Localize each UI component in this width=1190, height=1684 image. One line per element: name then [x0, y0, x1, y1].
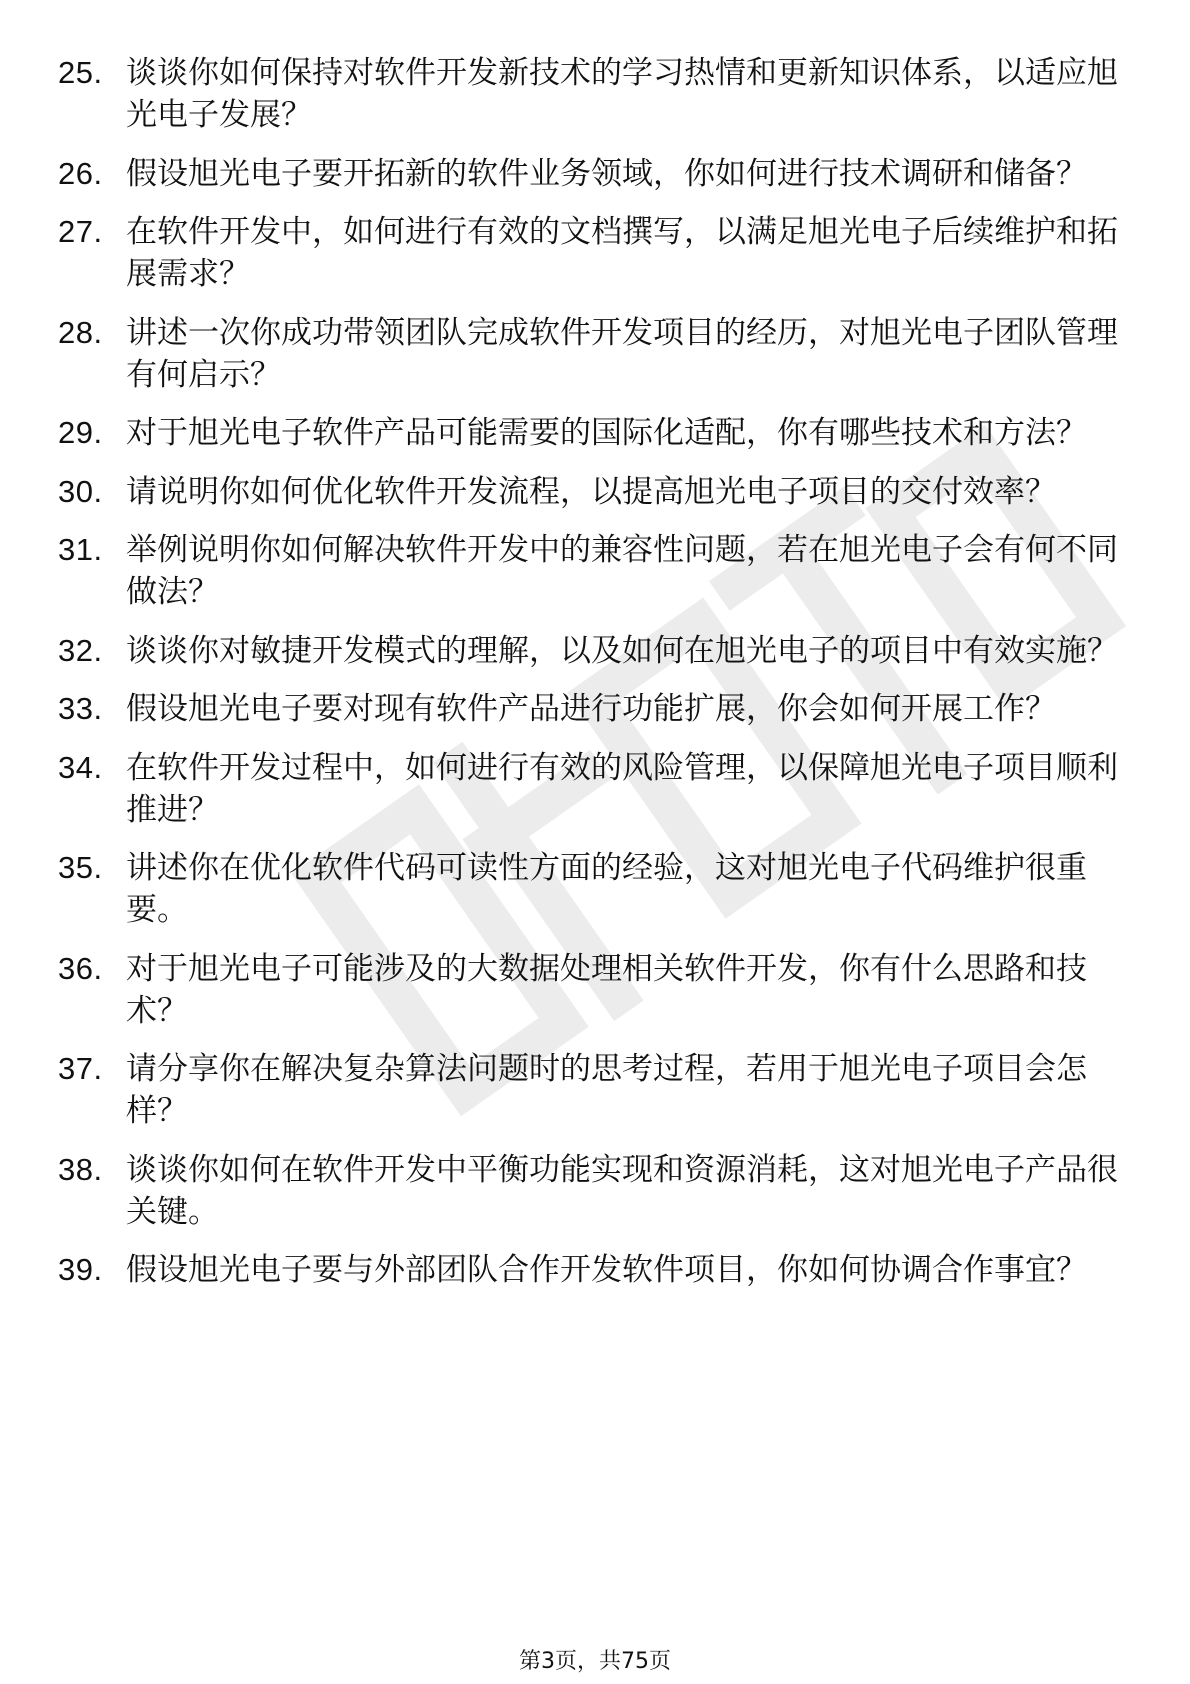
question-number: 26.	[58, 155, 103, 191]
list-item	[58, 211, 1118, 295]
list-item	[58, 471, 1118, 513]
list-item	[58, 529, 1118, 613]
question-text: 在软件开发中，如何进行有效的文档撰写，以满足旭光电子后续维护和拓展需求？	[126, 214, 1118, 292]
list-item	[58, 1048, 1118, 1132]
question-text: 假设旭光电子要对现有软件产品进行功能扩展，你会如何开展工作？	[126, 691, 1056, 727]
question-text: 谈谈你如何在软件开发中平衡功能实现和资源消耗，这对旭光电子产品很关键。	[126, 1151, 1118, 1230]
question-number: 35.	[58, 850, 103, 885]
question-number: 34.	[58, 749, 103, 785]
question-number: 32.	[58, 632, 103, 668]
list-item	[58, 412, 1118, 454]
question-text: 举例说明你如何解决软件开发中的兼容性问题，若在旭光电子会有何不同做法？	[126, 532, 1118, 610]
page-footer: 第3页，共75页	[519, 1649, 671, 1674]
question-number: 30.	[58, 473, 103, 509]
question-number: 39.	[58, 1252, 103, 1287]
question-text: 在软件开发过程中，如何进行有效的风险管理，以保障旭光电子项目顺利推进？	[126, 749, 1118, 828]
list-item	[58, 747, 1118, 831]
question-number: 27.	[58, 214, 103, 249]
question-number: 36.	[58, 950, 103, 986]
list-item	[58, 312, 1118, 396]
list-item	[58, 52, 1118, 136]
list-item	[58, 153, 1118, 195]
list-item	[58, 1249, 1118, 1291]
question-text: 请说明你如何优化软件开发流程，以提高旭光电子项目的交付效率？	[126, 473, 1056, 510]
question-text: 假设旭光电子要开拓新的软件业务领域，你如何进行技术调研和储备？	[126, 155, 1087, 192]
question-text: 讲述你在优化软件代码可读性方面的经验，这对旭光电子代码维护很重要。	[126, 850, 1087, 928]
list-item	[58, 688, 1118, 730]
question-text: 对于旭光电子软件产品可能需要的国际化适配，你有哪些技术和方法？	[126, 415, 1087, 451]
list-item	[58, 1149, 1118, 1233]
question-number: 37.	[58, 1051, 103, 1086]
list-item	[58, 948, 1118, 1032]
question-number: 38.	[58, 1151, 103, 1187]
list-item	[58, 847, 1118, 931]
question-text: 谈谈你对敏捷开发模式的理解，以及如何在旭光电子的项目中有效实施？	[126, 632, 1118, 669]
question-number: 25.	[58, 55, 103, 90]
question-text: 假设旭光电子要与外部团队合作开发软件项目，你如何协调合作事宜？	[126, 1252, 1087, 1288]
question-list	[58, 52, 1118, 1308]
question-number: 28.	[58, 314, 103, 350]
question-text: 请分享你在解决复杂算法问题时的思考过程，若用于旭光电子项目会怎样？	[126, 1051, 1087, 1129]
question-number: 33.	[58, 691, 103, 726]
question-text: 对于旭光电子可能涉及的大数据处理相关软件开发，你有什么思路和技术？	[126, 950, 1087, 1029]
list-item	[58, 630, 1118, 672]
question-number: 29.	[58, 415, 103, 450]
question-text: 谈谈你如何保持对软件开发新技术的学习热情和更新知识体系，以适应旭光电子发展？	[126, 55, 1118, 133]
question-text: 讲述一次你成功带领团队完成软件开发项目的经历，对旭光电子团队管理有何启示？	[126, 314, 1118, 393]
question-number: 31.	[58, 532, 103, 567]
